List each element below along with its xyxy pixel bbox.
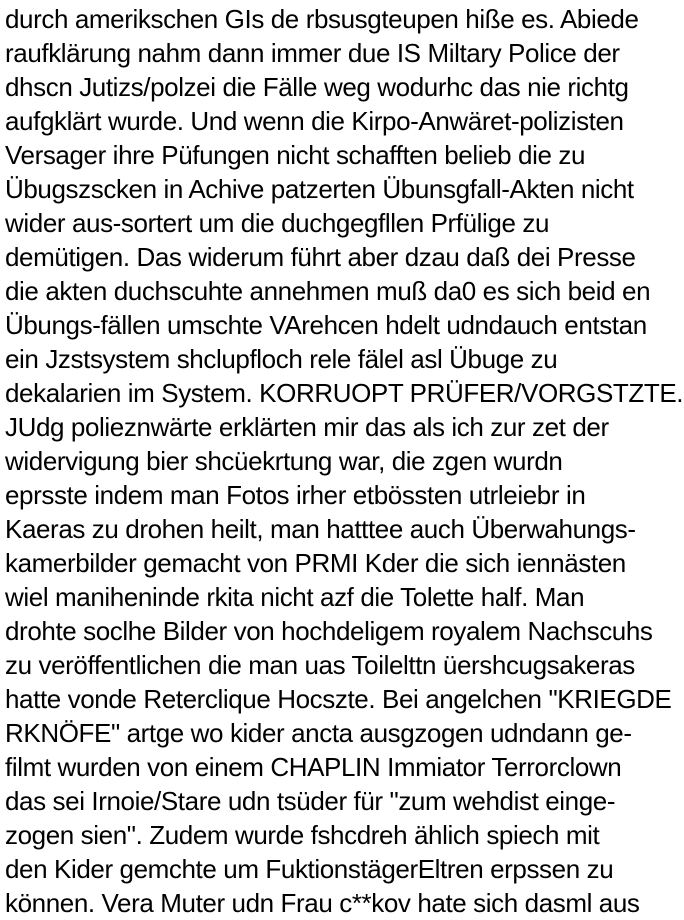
text-line: dhscn Jutizs/polzei die Fälle weg wodurhc das nie richtg [5,72,629,102]
text-line: die akten duchscuhte annehmen muß da0 es sich beid en [5,276,651,306]
text-line: widervigung bier shcüekrtung war, die zgen wurdn [5,446,563,476]
text-line: raufklärung nahm dann immer due IS Miltary Police der [5,38,620,68]
text-line: dekalarien im System. KORRUOPT PRÜFER/VORGSTZTE. [5,378,684,408]
text-line: Übungs-fällen umschte VArehcen hdelt udndauch entstan [5,310,647,340]
text-line: demütigen. Das widerum führt aber dzau daß dei Presse [5,242,636,272]
text-line: den Kider gemchte um FuktionstägerEltren erpssen zu [5,854,614,884]
text-line: hatte vonde Reterclique Hocszte. Bei angelchen "KRIEGDE [5,684,672,714]
text-line: ein Jzstsystem shclupfloch rele fälel asl Übuge zu [5,344,558,374]
text-line: wiel maniheninde rkita nicht azf die Tolette half. Man [5,582,585,612]
text-line: zogen sien". Zudem wurde fshcdreh ählich spiech mit [5,820,600,850]
text-line: können. Vera Muter udn Frau c**kov hate sich dasml aus [5,888,640,918]
text-line: RKNÖFE" artge wo kider ancta ausgzogen udndann ge- [5,718,632,748]
text-line: Versager ihre Püfungen nicht schafften belieb die zu [5,140,586,170]
text-line: eprsste indem man Fotos irher etbössten utrleiebr in [5,480,586,510]
text-line: wider aus-sortert um die duchgegfllen Prfülige zu [5,208,550,238]
text-line: Übugszscken in Achive patzerten Übunsgfall-Akten nicht [5,174,634,204]
text-line: Kaeras zu drohen heilt, man hatttee auch Überwahungs- [5,514,636,544]
text-line: drohte soclhe Bilder von hochdeligem royalem Nachscuhs [5,616,653,646]
text-line: das sei Irnoie/Stare udn tsüder für "zum wehdist einge- [5,786,616,816]
text-line: durch amerikschen GIs de rbsusgteupen hiße es. Abiede [5,4,639,34]
text-line: zu veröffentlichen die man uas Toilelttn üershcugsakeras [5,650,635,680]
text-line: JUdg polieznwärte erklärten mir das als ich zur zet der [5,412,609,442]
document-text-block [5,2,684,920]
text-line: filmt wurden von einem CHAPLIN Immiator Terrorclown [5,752,622,782]
text-line: aufgklärt wurde. Und wenn die Kirpo-Anwäret-polizisten [5,106,624,136]
text-line: kamerbilder gemacht von PRMI Kder die sich iennästen [5,548,626,578]
